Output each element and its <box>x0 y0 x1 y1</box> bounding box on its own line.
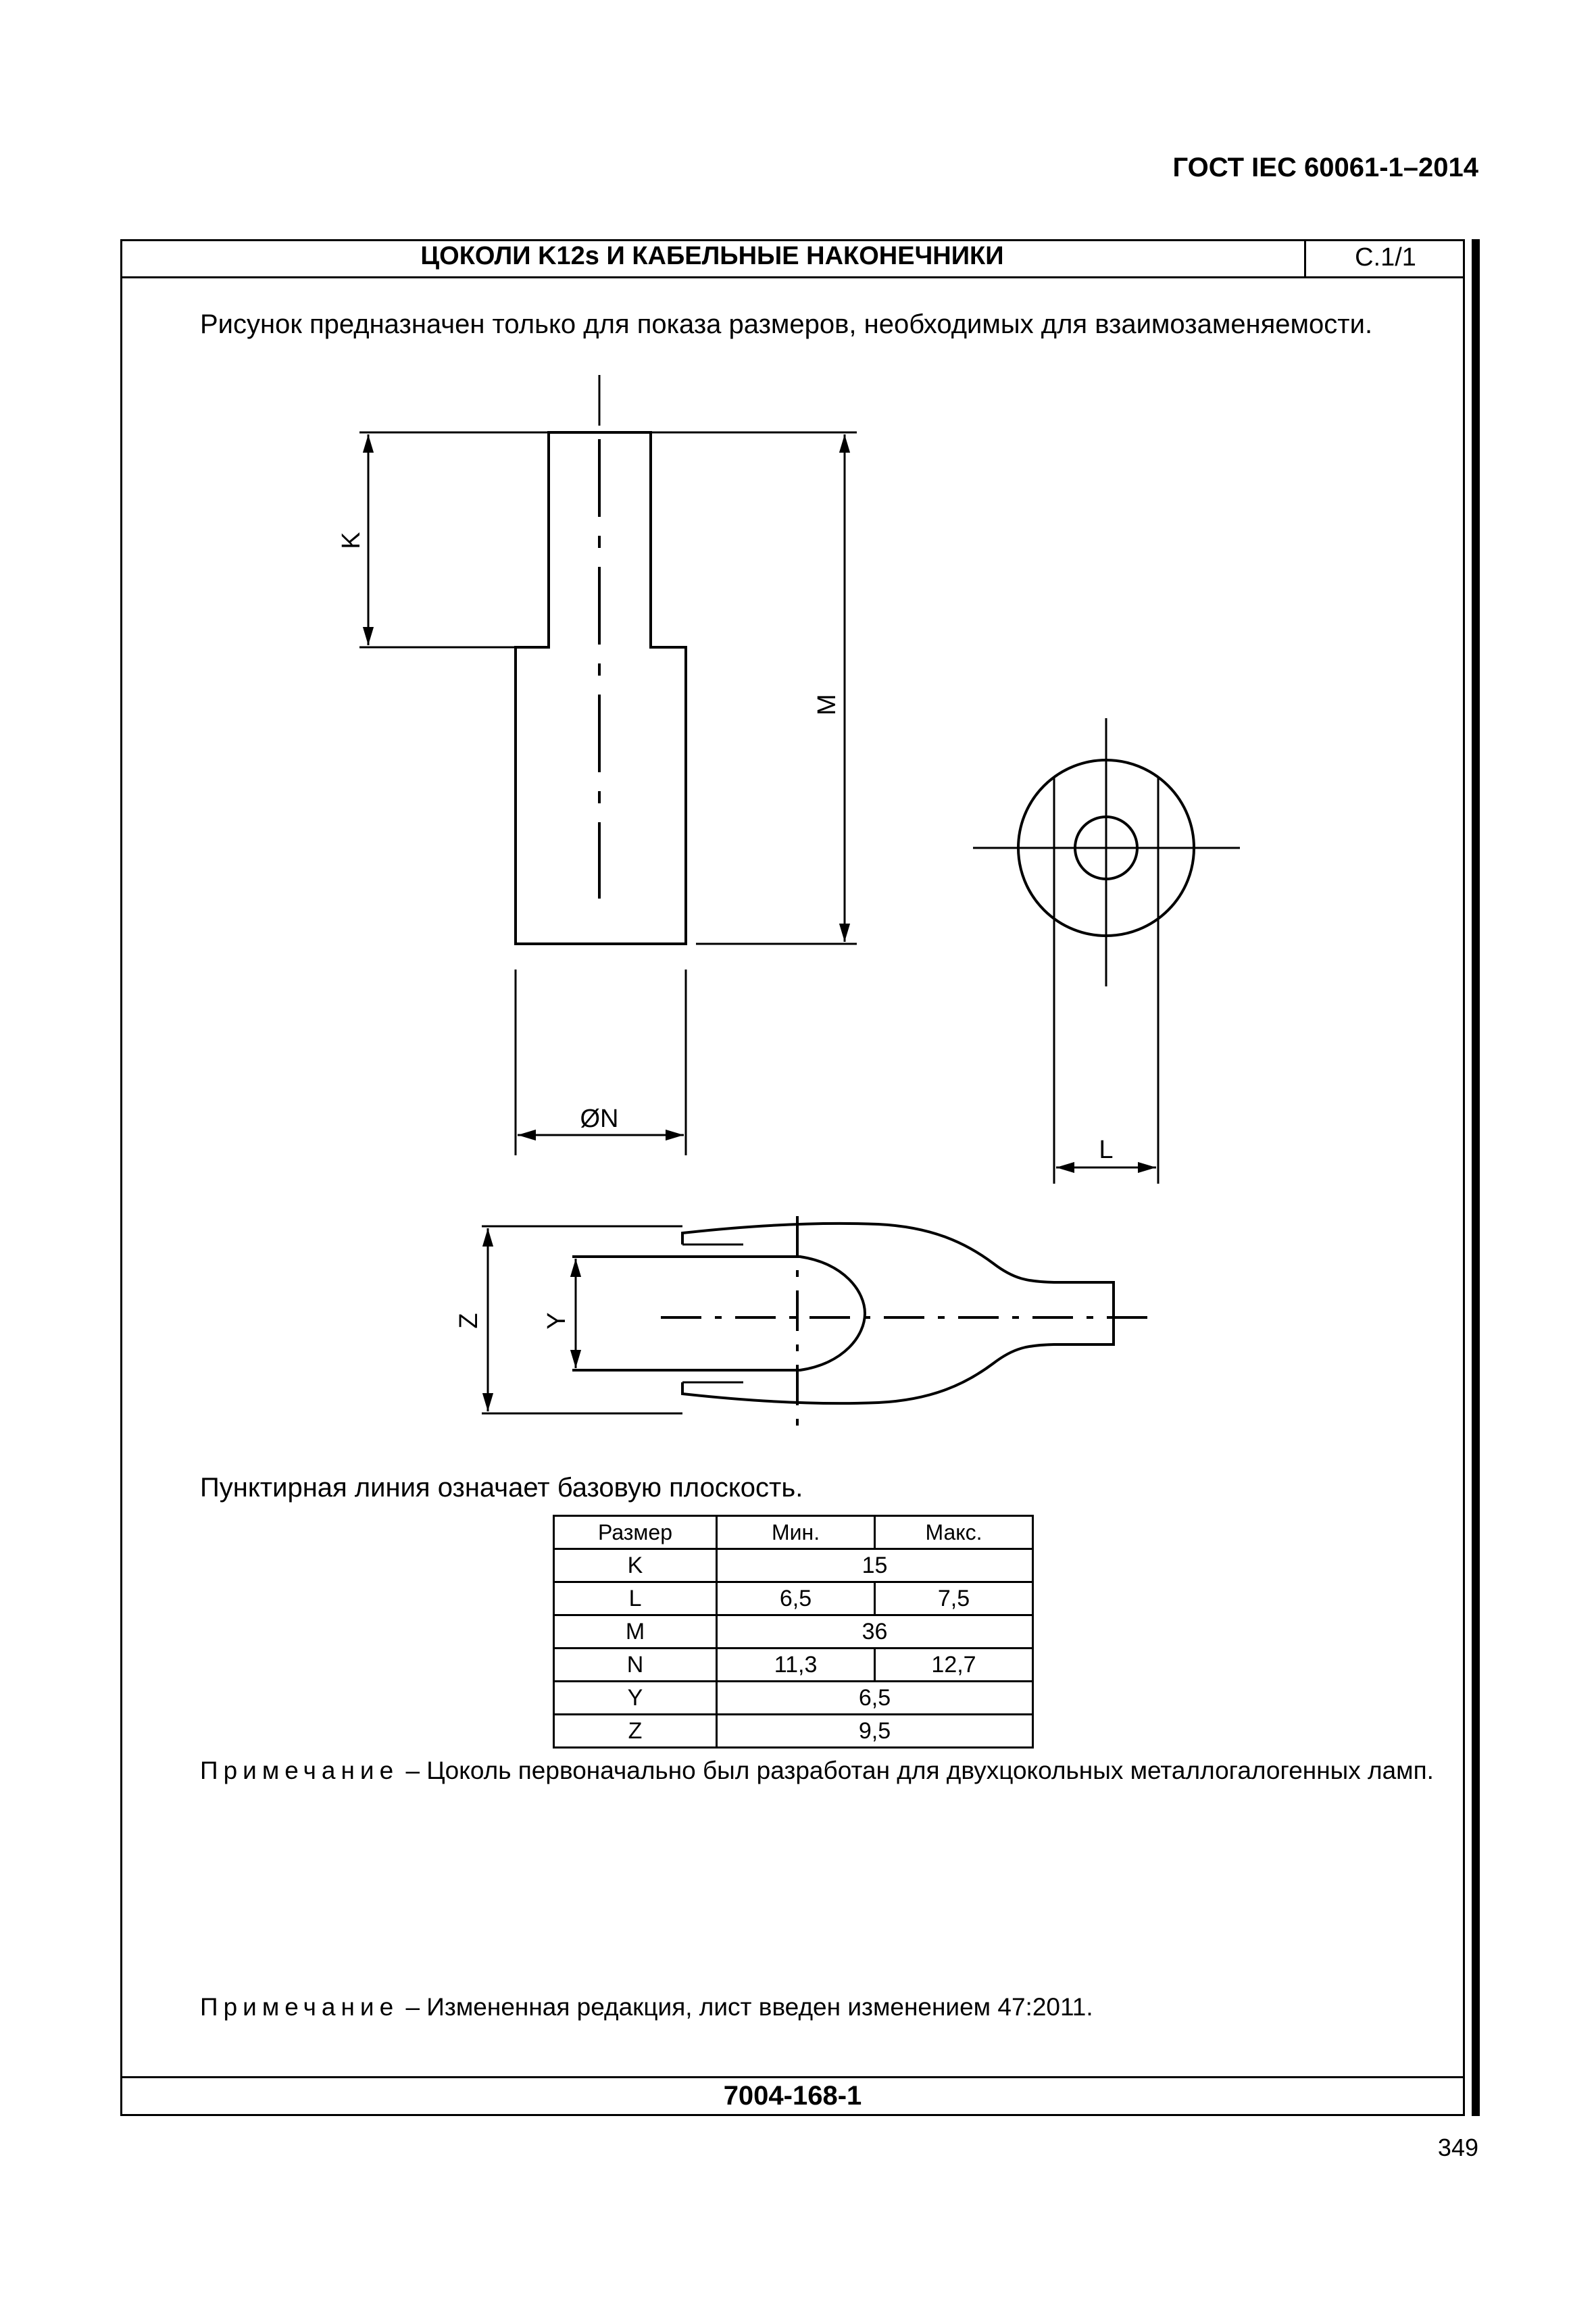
cell-value: 36 <box>717 1615 1033 1649</box>
table-row <box>554 1549 1033 1582</box>
sheet-title: ЦОКОЛИ K12s И КАБЕЛЬНЫЕ НАКОНЕЧНИКИ <box>420 242 1004 270</box>
note-text: – Цоколь первоначально был разработан для двухцокольных металлогалогенных ламп. <box>399 1757 1434 1784</box>
cap-side-view <box>359 375 857 1155</box>
cell-dimension: N <box>554 1649 717 1682</box>
cell-value: 15 <box>717 1549 1033 1582</box>
page-number: 349 <box>1437 2134 1478 2161</box>
dim-z-label: Z <box>455 1313 483 1329</box>
table-row <box>554 1649 1033 1682</box>
note-label: Примечание <box>200 1757 399 1784</box>
cell-dimension: K <box>554 1549 717 1582</box>
standard-header: ГОСТ IEC 60061-1–2014 <box>1172 153 1478 182</box>
cell-max: 7,5 <box>875 1582 1033 1615</box>
col-header-min: Мин. <box>717 1516 875 1549</box>
sheet-number: С.1/1 <box>1355 243 1416 272</box>
cell-dimension: Y <box>554 1682 717 1715</box>
dim-m-label: M <box>813 694 841 715</box>
cell-max: 12,7 <box>875 1649 1033 1682</box>
dimension-table <box>553 1515 1034 1749</box>
dim-k-label: K <box>337 532 366 549</box>
cap-end-view <box>973 718 1240 1184</box>
cell-dimension: Z <box>554 1715 717 1748</box>
dim-l-label: L <box>1099 1136 1114 1164</box>
cell-dimension: M <box>554 1615 717 1649</box>
cell-value: 6,5 <box>717 1682 1033 1715</box>
table-row <box>554 1615 1033 1649</box>
col-header-dimension: Размер <box>554 1516 717 1549</box>
table-header-row <box>554 1516 1033 1549</box>
note-amendment <box>200 1993 1093 2021</box>
cell-dimension: L <box>554 1582 717 1615</box>
footer-separator <box>120 2076 1465 2078</box>
note-original-design <box>200 1757 1434 1785</box>
intro-text: Рисунок предназначен только для показа размеров, необходимых для взаимозаменяемости. <box>200 309 1373 339</box>
cell-min: 6,5 <box>717 1582 875 1615</box>
dim-n-label: ØN <box>580 1105 619 1133</box>
reference-plane-note: Пунктирная линия означает базовую плоскость. <box>200 1473 803 1503</box>
cable-lug-view <box>482 1216 1152 1438</box>
cell-value: 9,5 <box>717 1715 1033 1748</box>
note-text: – Измененная редакция, лист введен изменением 47:2011. <box>399 1993 1093 2021</box>
note-label: Примечание <box>200 1993 399 2021</box>
cell-min: 11,3 <box>717 1649 875 1682</box>
sheet-code: 7004-168-1 <box>723 2081 862 2111</box>
table-row <box>554 1682 1033 1715</box>
table-row <box>554 1715 1033 1748</box>
table-row <box>554 1582 1033 1615</box>
dim-y-label: Y <box>543 1312 571 1330</box>
col-header-max: Макс. <box>875 1516 1033 1549</box>
